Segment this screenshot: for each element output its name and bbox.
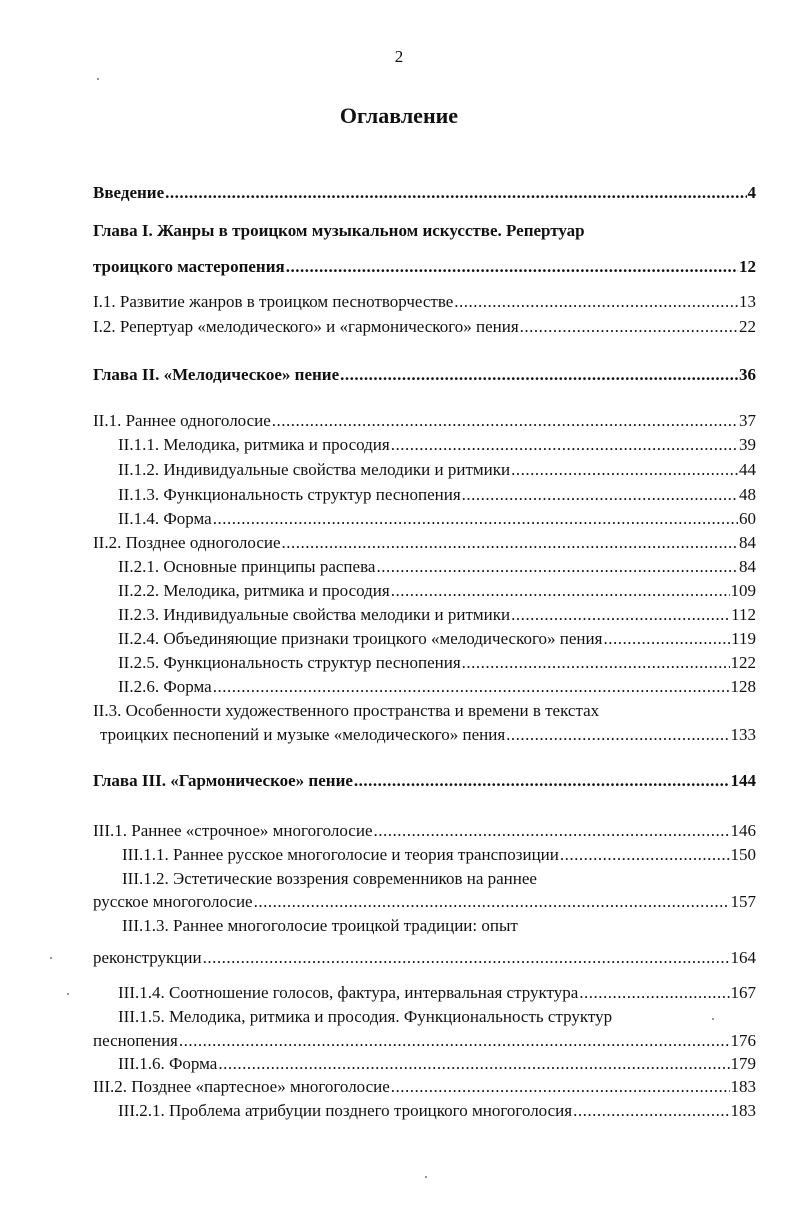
toc-subsection-2-1-4 xyxy=(118,508,756,530)
toc-leader-dots xyxy=(374,820,730,842)
toc-entry-title: III.1.1. Раннее русское многоголосие и теория транспозиции xyxy=(122,845,559,864)
toc-leader-dots xyxy=(272,410,738,432)
toc-entry-title: III.2. Позднее «партесное» многоголосие xyxy=(93,1077,390,1096)
toc-entry-title: II.1.4. Форма xyxy=(118,509,212,528)
toc-entry-page: 144 xyxy=(730,771,756,790)
toc-entry-page: 133 xyxy=(730,725,756,744)
toc-entry-title: II.1.1. Мелодика, ритмика и просодия xyxy=(118,435,390,454)
toc-section-2-3-line1: II.3. Особенности художественного пространства и времени в текстах xyxy=(93,701,600,720)
toc-leader-dots xyxy=(354,770,730,792)
toc-entry-page: 37 xyxy=(739,411,756,430)
toc-subsection-3-1-5-line1: III.1.5. Мелодика, ритмика и просодия. Функциональность структур xyxy=(118,1007,613,1026)
toc-entry-title: II.2.6. Форма xyxy=(118,677,212,696)
toc-leader-dots xyxy=(454,291,738,313)
toc-entry-title: II.1.3. Функциональность структур песнопения xyxy=(118,485,461,504)
toc-entry-page: 164 xyxy=(730,948,756,967)
toc-entry-title: III.1. Раннее «строчное» многоголосие xyxy=(93,821,373,840)
toc-subsection-2-2-4 xyxy=(118,628,756,650)
toc-entry-intro xyxy=(93,182,756,204)
page-title: Оглавление xyxy=(339,103,459,128)
scan-speck xyxy=(97,78,99,80)
toc-leader-dots xyxy=(203,947,730,969)
toc-leader-dots xyxy=(511,459,738,481)
toc-entry-page: 22 xyxy=(739,317,756,336)
toc-entry-page: 150 xyxy=(730,845,756,864)
toc-leader-dots xyxy=(286,256,738,278)
toc-subsection-2-1-1 xyxy=(118,434,756,456)
toc-subsection-3-1-2 xyxy=(93,891,756,913)
toc-subsection-3-1-3-line1: III.1.3. Раннее многоголосие троицкой традиции: опыт xyxy=(122,916,518,935)
toc-subsection-3-1-6 xyxy=(118,1053,756,1075)
toc-entry-title: реконструкции xyxy=(93,948,202,967)
scan-speck xyxy=(67,993,69,995)
toc-entry-title: Введение xyxy=(93,183,165,202)
toc-entry-page: 84 xyxy=(739,557,756,576)
toc-entry-page: 36 xyxy=(739,365,756,384)
toc-leader-dots xyxy=(179,1030,730,1052)
toc-section-3-1 xyxy=(93,820,756,842)
toc-section-2-3 xyxy=(100,724,756,746)
toc-leader-dots xyxy=(376,556,738,578)
toc-section-1-2 xyxy=(93,316,756,338)
toc-leader-dots xyxy=(282,532,738,554)
toc-entry-page: 60 xyxy=(739,509,756,528)
toc-entry-title: II.2.5. Функциональность структур песнопения xyxy=(118,653,461,672)
toc-entry-title: Глава III. «Гармоническое» пение xyxy=(93,771,353,790)
toc-subsection-3-2-1 xyxy=(118,1100,756,1122)
toc-entry-title: II.2. Позднее одноголосие xyxy=(93,533,281,552)
toc-leader-dots xyxy=(165,182,746,204)
toc-leader-dots xyxy=(462,652,730,674)
toc-subsection-3-1-3 xyxy=(93,947,756,969)
toc-entry-page: 12 xyxy=(739,257,756,276)
toc-leader-dots xyxy=(391,580,730,602)
toc-entry-page: 183 xyxy=(730,1101,756,1120)
toc-entry-page: 122 xyxy=(730,653,756,672)
toc-subsection-3-1-5 xyxy=(93,1030,756,1052)
toc-entry-page: 4 xyxy=(747,183,756,202)
toc-entry-title: песнопения xyxy=(93,1031,178,1050)
toc-entry-page: 112 xyxy=(731,605,756,624)
toc-entry-title: троицкого мастеропения xyxy=(93,257,285,276)
toc-entry-page: 84 xyxy=(739,533,756,552)
toc-leader-dots xyxy=(340,364,738,386)
toc-subsection-3-1-1 xyxy=(122,844,756,866)
toc-subsection-2-1-2 xyxy=(118,459,756,481)
toc-leader-dots xyxy=(391,434,738,456)
toc-entry-title: III.2.1. Проблема атрибуции позднего троицкого многоголосия xyxy=(118,1101,573,1120)
toc-entry-title: I.2. Репертуар «мелодического» и «гармонического» пения xyxy=(93,317,519,336)
toc-entry-page: 39 xyxy=(739,435,756,454)
page-number: 2 xyxy=(394,47,404,66)
toc-entry-page: 119 xyxy=(731,629,756,648)
toc-entry-title: II.2.2. Мелодика, ритмика и просодия xyxy=(118,581,390,600)
toc-entry-page: 128 xyxy=(730,677,756,696)
toc-entry-page: 157 xyxy=(730,892,756,911)
toc-chapter-1 xyxy=(93,256,756,278)
toc-subsection-2-2-6 xyxy=(118,676,756,698)
toc-entry-page: 183 xyxy=(730,1077,756,1096)
toc-leader-dots xyxy=(462,484,738,506)
toc-section-3-2 xyxy=(93,1076,756,1098)
toc-leader-dots xyxy=(520,316,738,338)
toc-leader-dots xyxy=(511,604,730,626)
toc-entry-title: III.1.4. Соотношение голосов, фактура, интервальная структура xyxy=(118,983,579,1002)
toc-leader-dots xyxy=(213,676,730,698)
toc-subsection-2-2-5 xyxy=(118,652,756,674)
toc-subsection-3-1-2-line1: III.1.2. Эстетические воззрения современников на раннее xyxy=(122,869,537,888)
toc-entry-page: 48 xyxy=(739,485,756,504)
toc-entry-title: II.2.1. Основные принципы распева xyxy=(118,557,376,576)
toc-leader-dots xyxy=(254,891,730,913)
toc-subsection-2-2-2 xyxy=(118,580,756,602)
toc-leader-dots xyxy=(213,508,738,530)
toc-subsection-2-1-3 xyxy=(118,484,756,506)
toc-entry-page: 176 xyxy=(730,1031,756,1050)
toc-entry-page: 44 xyxy=(739,460,756,479)
toc-entry-title: II.2.3. Индивидуальные свойства мелодики и ритмики xyxy=(118,605,511,624)
toc-subsection-3-1-4 xyxy=(118,982,756,1004)
scan-speck xyxy=(712,1018,714,1020)
toc-leader-dots xyxy=(218,1053,729,1075)
toc-chapter-3 xyxy=(93,770,756,792)
toc-entry-title: II.1. Раннее одноголосие xyxy=(93,411,271,430)
toc-entry-page: 167 xyxy=(730,983,756,1002)
toc-leader-dots xyxy=(573,1100,729,1122)
toc-leader-dots xyxy=(506,724,729,746)
toc-leader-dots xyxy=(560,844,730,866)
toc-subsection-2-2-3 xyxy=(118,604,756,626)
toc-leader-dots xyxy=(391,1076,730,1098)
scan-speck xyxy=(50,957,52,959)
toc-entry-title: троицких песнопений и музыке «мелодического» пения xyxy=(100,725,506,744)
toc-entry-page: 179 xyxy=(730,1054,756,1073)
toc-entry-page: 13 xyxy=(739,292,756,311)
toc-entry-title: III.1.6. Форма xyxy=(118,1054,218,1073)
toc-entry-title: II.2.4. Объединяющие признаки троицкого «мелодического» пения xyxy=(118,629,603,648)
toc-entry-title: II.1.2. Индивидуальные свойства мелодики и ритмики xyxy=(118,460,511,479)
toc-section-2-1 xyxy=(93,410,756,432)
toc-leader-dots xyxy=(603,628,730,650)
toc-subsection-2-2-1 xyxy=(118,556,756,578)
toc-chapter-2 xyxy=(93,364,756,386)
toc-section-1-1 xyxy=(93,291,756,313)
toc-entry-page: 109 xyxy=(730,581,756,600)
toc-entry-page: 146 xyxy=(730,821,756,840)
toc-leader-dots xyxy=(579,982,729,1004)
toc-entry-title: русское многоголосие xyxy=(93,892,253,911)
toc-chapter-1-line1: Глава I. Жанры в троицком музыкальном искусстве. Репертуар xyxy=(93,221,585,240)
toc-entry-title: I.1. Развитие жанров в троицком песнотворчестве xyxy=(93,292,454,311)
toc-section-2-2 xyxy=(93,532,756,554)
scan-speck xyxy=(425,1176,427,1178)
toc-entry-title: Глава II. «Мелодическое» пение xyxy=(93,365,340,384)
